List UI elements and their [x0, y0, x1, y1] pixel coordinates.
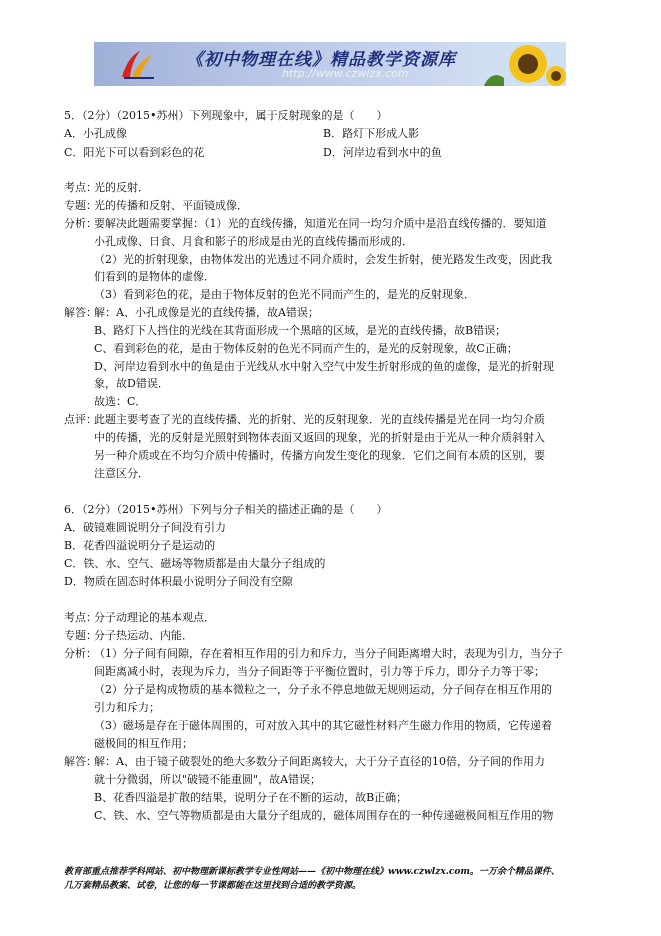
- q5-jieda-line: D、河岸边看到水中的鱼是由于光线从水中射入空气中发生折射形成的鱼的虚像，是光的折射现: [94, 360, 554, 373]
- q5-fenxi-line: 小孔成像、日食、月食和影子的形成是由光的直线传播而形成的．: [94, 235, 413, 248]
- q6-option-d: D．物质在固态时体积最小说明分子间没有空隙: [64, 575, 293, 588]
- q5-jieda-line: 解：A、小孔成像是光的直线传播，故A错误；: [94, 306, 319, 319]
- q5-fenxi-line: （2）光的折射现象，由物体发出的光透过不同介质时，会发生折射，使光路发生改变，因此我: [94, 253, 552, 266]
- q6-fenxi-line: （1）分子间有间隙，存在着相互作用的引力和斥力，当分子间距离增大时，表现为引力，当分子: [94, 647, 563, 660]
- q6-jieda-line: B、花香四溢是扩散的结果，说明分子在不断的运动，故B正确；: [94, 791, 408, 804]
- q6-fenxi-label: 分析：: [64, 647, 97, 660]
- q5-option-a: A．小孔成像: [64, 127, 127, 140]
- q5-jieda-line: B、路灯下人挡住的光线在其背面形成一个黑暗的区域，是光的直线传播，故B错误；: [94, 324, 507, 337]
- q6-jieda-label: 解答：: [64, 755, 97, 768]
- q5-fenxi-line: （3）看到彩色的花，是由于物体反射的色光不同而产生的，是光的反射现象．: [94, 288, 475, 301]
- q6-fenxi-line: （3）磁场是存在于磁体周围的，可对放入其中的其它磁性材料产生磁力作用的物质，它传递着: [94, 719, 552, 732]
- q5-fenxi-line: 要解决此题需要掌握：（1）光的直线传播，知道光在同一均匀介质中是沿直线传播的．要知道: [94, 217, 547, 230]
- q6-jieda-line: C、铁、水、空气等物质都是由大量分子组成的，磁体周围存在的一种传递磁极间相互作用的物: [94, 809, 554, 822]
- q6-fenxi-line: 引力和斥力；: [94, 701, 160, 714]
- q6-fenxi-line: （2）分子是构成物质的基本微粒之一，分子永不停息地做无规则运动，分子间存在相互作用的: [94, 683, 552, 696]
- q5-dianping-line: 中的传播，光的反射是光照射到物体表面又返回的现象，光的折射是由于光从一种介质斜射入: [94, 431, 545, 444]
- footer-line-2: 几万套精品教案、试卷，让您的每一节课都能在这里找到合适的教学资源。: [64, 881, 362, 891]
- q6-zhuanti: 分子热运动、内能．: [94, 629, 193, 642]
- q5-dianping-line: 此题主要考查了光的直线传播、光的折射、光的反射现象．光的直线传播是光在同一均匀介质: [94, 413, 545, 426]
- footer-line-1: 教育部重点推荐学科网站、初中物理新课标教学专业性网站——《初中物理在线》www.czwlzx.com。一万余个精品课件、: [64, 867, 560, 877]
- q5-dianping-line: 注意区分．: [94, 467, 149, 480]
- q5-kaodian-label: 考点：: [64, 181, 97, 194]
- banner-title: 《初中物理在线》精品教学资源库: [186, 50, 456, 70]
- banner-url: http://www.czwlzx.com: [282, 67, 409, 80]
- site-logo: [118, 47, 158, 81]
- q6-fenxi-line: 磁极间的相互作用；: [94, 737, 193, 750]
- q5-jieda-line: 故选：C．: [94, 395, 147, 408]
- q5-option-d: D．河岸边看到水中的鱼: [323, 146, 442, 159]
- q6-kaodian-label: 考点：: [64, 611, 97, 624]
- q5-option-c: C．阳光下可以看到彩色的花: [64, 146, 205, 159]
- q6-option-b: B．花香四溢说明分子是运动的: [64, 539, 216, 552]
- q5-zhuanti-label: 专题：: [64, 199, 97, 212]
- q5-dianping-label: 点评：: [64, 413, 97, 426]
- q5-jieda-line: 象，故D错误．: [94, 377, 169, 390]
- q6-stem: 6．（2分）（2015•苏州）下列与分子相关的描述正确的是（ ）: [64, 503, 388, 516]
- q6-option-a: A．破镜难圆说明分子间没有引力: [64, 521, 226, 534]
- q6-option-c: C．铁、水、空气、磁场等物质都是由大量分子组成的: [64, 557, 326, 570]
- header-banner: [94, 42, 566, 86]
- q5-zhuanti: 光的传播和反射、平面镜成像．: [94, 199, 248, 212]
- q6-kaodian: 分子动理论的基本观点．: [94, 611, 215, 624]
- q5-kaodian: 光的反射．: [94, 181, 149, 194]
- q5-fenxi-line: 们看到的是物体的虚像．: [94, 270, 215, 283]
- q5-fenxi-label: 分析：: [64, 217, 97, 230]
- q5-jieda-line: C、看到彩色的花，是由于物体反射的色光不同而产生的，是光的反射现象，故C正确；: [94, 342, 518, 355]
- q6-zhuanti-label: 专题：: [64, 629, 97, 642]
- sunflower-image: [474, 42, 566, 86]
- q5-stem: 5．（2分）（2015•苏州）下列现象中，属于反射现象的是（ ）: [64, 109, 388, 122]
- q5-jieda-label: 解答：: [64, 306, 97, 319]
- q6-jieda-line: 就十分微弱，所以"破镜不能重圆"，故A错误；: [94, 773, 322, 786]
- q5-dianping-line: 另一种介质或在不均匀介质中传播时，传播方向发生变化的现象．它们之间有本质的区别，要: [94, 449, 545, 462]
- q6-fenxi-line: 间距离减小时，表现为斥力，当分子间距等于平衡位置时，引力等于斥力，即分子力等于零；: [94, 665, 545, 678]
- q6-jieda-line: 解：A、由于镜子破裂处的绝大多数分子间距离较大，大于分子直径的10倍，分子间的作用力: [94, 755, 545, 768]
- q5-option-b: B．路灯下形成人影: [323, 127, 420, 140]
